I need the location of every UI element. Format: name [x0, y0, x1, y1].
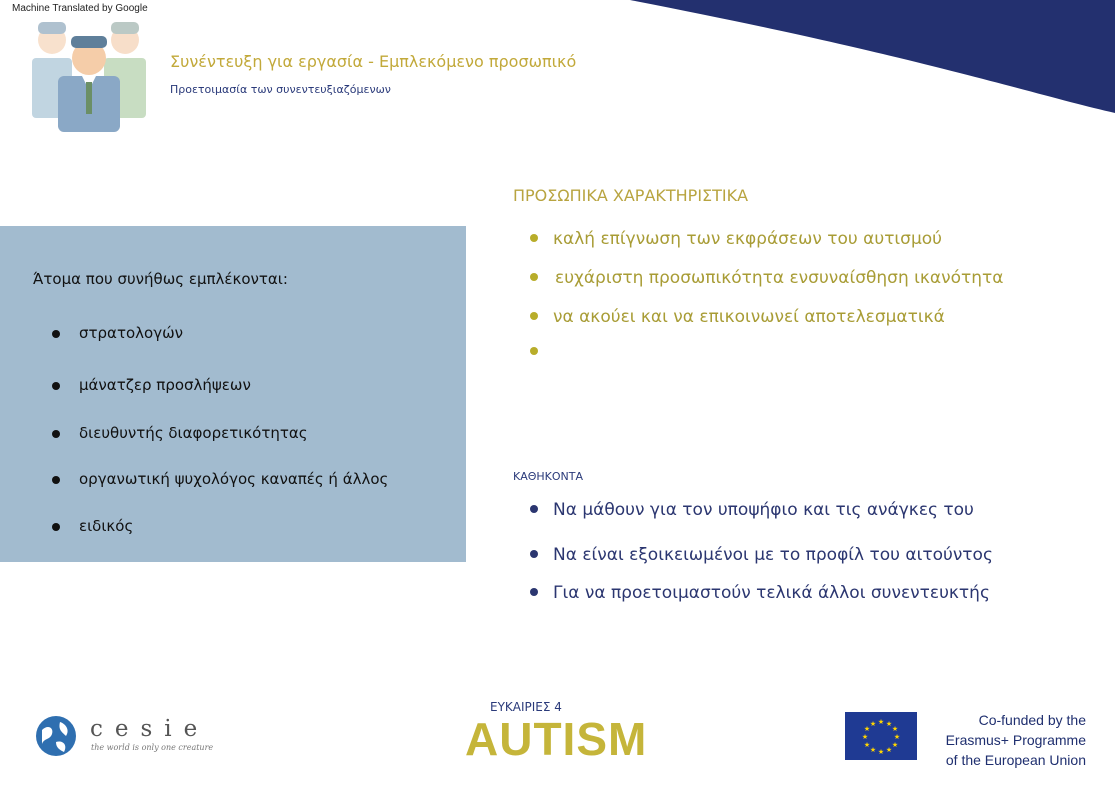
svg-text:★: ★ [863, 725, 871, 733]
svg-text:★: ★ [877, 748, 885, 756]
eu-line-1: Co-funded by the [978, 712, 1086, 728]
involved-panel: Άτομα που συνήθως εμπλέκονται: στρατολογών μάνατζερ προσλήψεων διευθυντής διαφορετικότητας οργανωτική ψυχολόγος καναπές ή άλλος ειδικός [0, 226, 466, 562]
cesie-wordmark: cesie [90, 716, 210, 742]
svg-text:★: ★ [869, 746, 877, 754]
eu-line-3: of the European Union [945, 752, 1086, 768]
translation-badge: Machine Translated by Google [12, 3, 148, 14]
bullet-icon [530, 550, 538, 558]
people-icon [28, 18, 150, 133]
bullet-icon [530, 312, 538, 320]
duties-heading: ΚΑΘΗΚΟΝΤΑ [513, 470, 584, 483]
eu-cofunded-text [926, 710, 1086, 770]
autism-logo: AUTISM [465, 713, 648, 765]
bullet-icon [530, 234, 538, 242]
personal-heading: ΠΡΟΣΩΠΙΚΑ ΧΑΡΑΚΤΗΡΙΣΤΙΚΑ [513, 186, 749, 205]
bullet-icon [52, 523, 60, 531]
svg-text:★: ★ [885, 720, 893, 728]
corner-decoration [615, 0, 1115, 115]
page-title: Συνέντευξη για εργασία - Εμπλεκόμενο προσωπικό [170, 52, 577, 71]
bullet-icon [530, 505, 538, 513]
page-subtitle: Προετοιμασία των συνεντευξιαζόμενων [170, 83, 391, 96]
bullet-icon [52, 476, 60, 484]
bullet-icon [530, 588, 538, 596]
cesie-tagline: the world is only one creature [91, 743, 214, 752]
bullet-icon [530, 347, 538, 355]
svg-text:★: ★ [885, 746, 893, 754]
eu-flag-icon [845, 712, 917, 760]
svg-text:★: ★ [869, 720, 877, 728]
bullet-icon [52, 430, 60, 438]
bullet-icon [530, 273, 538, 281]
bullet-icon [52, 382, 60, 390]
svg-text:★: ★ [891, 725, 899, 733]
svg-text:★: ★ [877, 718, 885, 726]
autism-logo-subtitle: ΕΥΚΑΙΡΙΕΣ 4 [490, 700, 562, 714]
svg-text:★: ★ [891, 741, 899, 749]
globe-icon [34, 714, 78, 758]
eu-line-2: Erasmus+ Programme [945, 732, 1086, 748]
involved-heading: Άτομα που συνήθως εμπλέκονται: [33, 270, 288, 288]
svg-text:★: ★ [861, 733, 869, 741]
svg-text:★: ★ [863, 741, 871, 749]
svg-text:★: ★ [893, 733, 901, 741]
bullet-icon [52, 330, 60, 338]
